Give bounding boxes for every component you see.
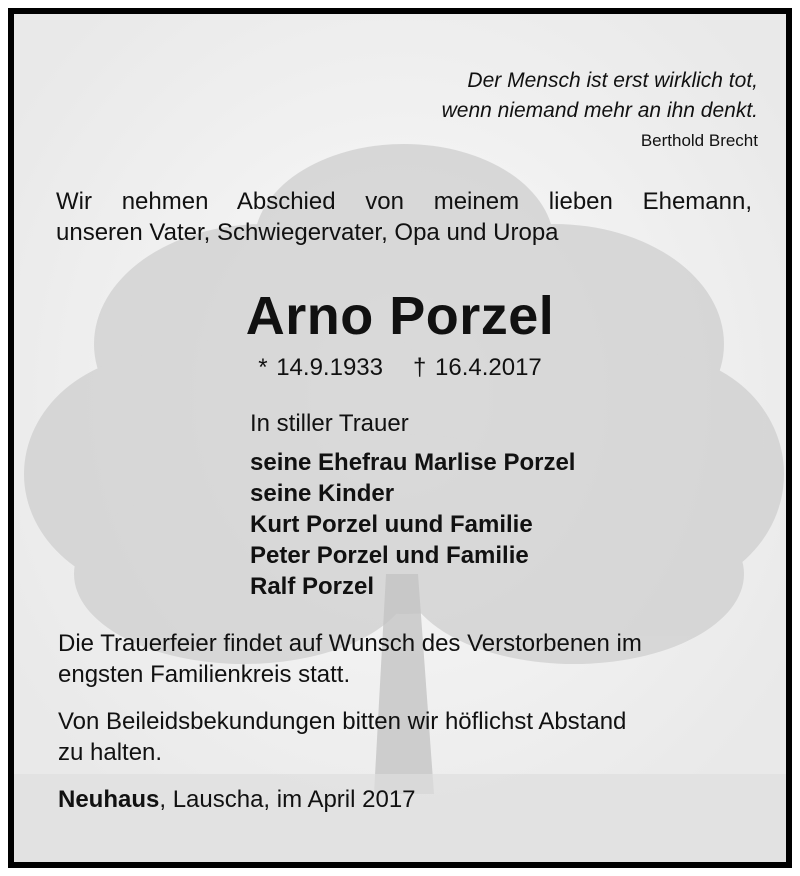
place-rest: , Lauscha, im April 2017 [159,786,416,813]
mourner-name: seine Kinder [250,480,395,507]
place-town: Neuhaus [58,786,160,813]
ceremony-line-1: Die Trauerfeier findet auf Wunsch des Verstorbenen im [58,630,642,657]
deceased-name: Arno Porzel [245,286,555,346]
quote-line-2: wenn niemand mehr an ihn denkt. [441,99,758,122]
birth-date: * 14.9.1933 [258,354,383,381]
mourner-name: seine Ehefrau Marlise Porzel [250,449,576,476]
mourners-block [250,408,575,602]
condolences-line-2: zu halten. [58,739,163,766]
condolences-text [58,706,758,768]
ceremony-line-2: engsten Familienkreis statt. [58,661,351,688]
condolences-line-1: Von Beileidsbekundungen bitten wir höflichst Abstand [58,708,627,735]
intro-line-1: Wir nehmen Abschied von meinem lieben Ehemann, [56,188,752,215]
life-dates [14,352,786,384]
intro-line-2: unseren Vater, Schwiegervater, Opa und Uropa [56,219,559,246]
mourner-name: Kurt Porzel uund Familie [250,511,533,538]
death-date: † 16.4.2017 [412,354,542,381]
quote-line-1: Der Mensch ist erst wirklich tot, [467,69,758,92]
quote-block [442,66,758,154]
mourner-name: Ralf Porzel [250,573,375,600]
ceremony-text [58,628,758,690]
mourner-name: Peter Porzel und Familie [250,542,529,569]
place-and-date [58,784,416,815]
mourners-heading: In stiller Trauer [250,410,409,437]
quote-author: Berthold Brecht [640,131,758,150]
obituary-notice [8,8,792,868]
intro-text [56,186,752,248]
